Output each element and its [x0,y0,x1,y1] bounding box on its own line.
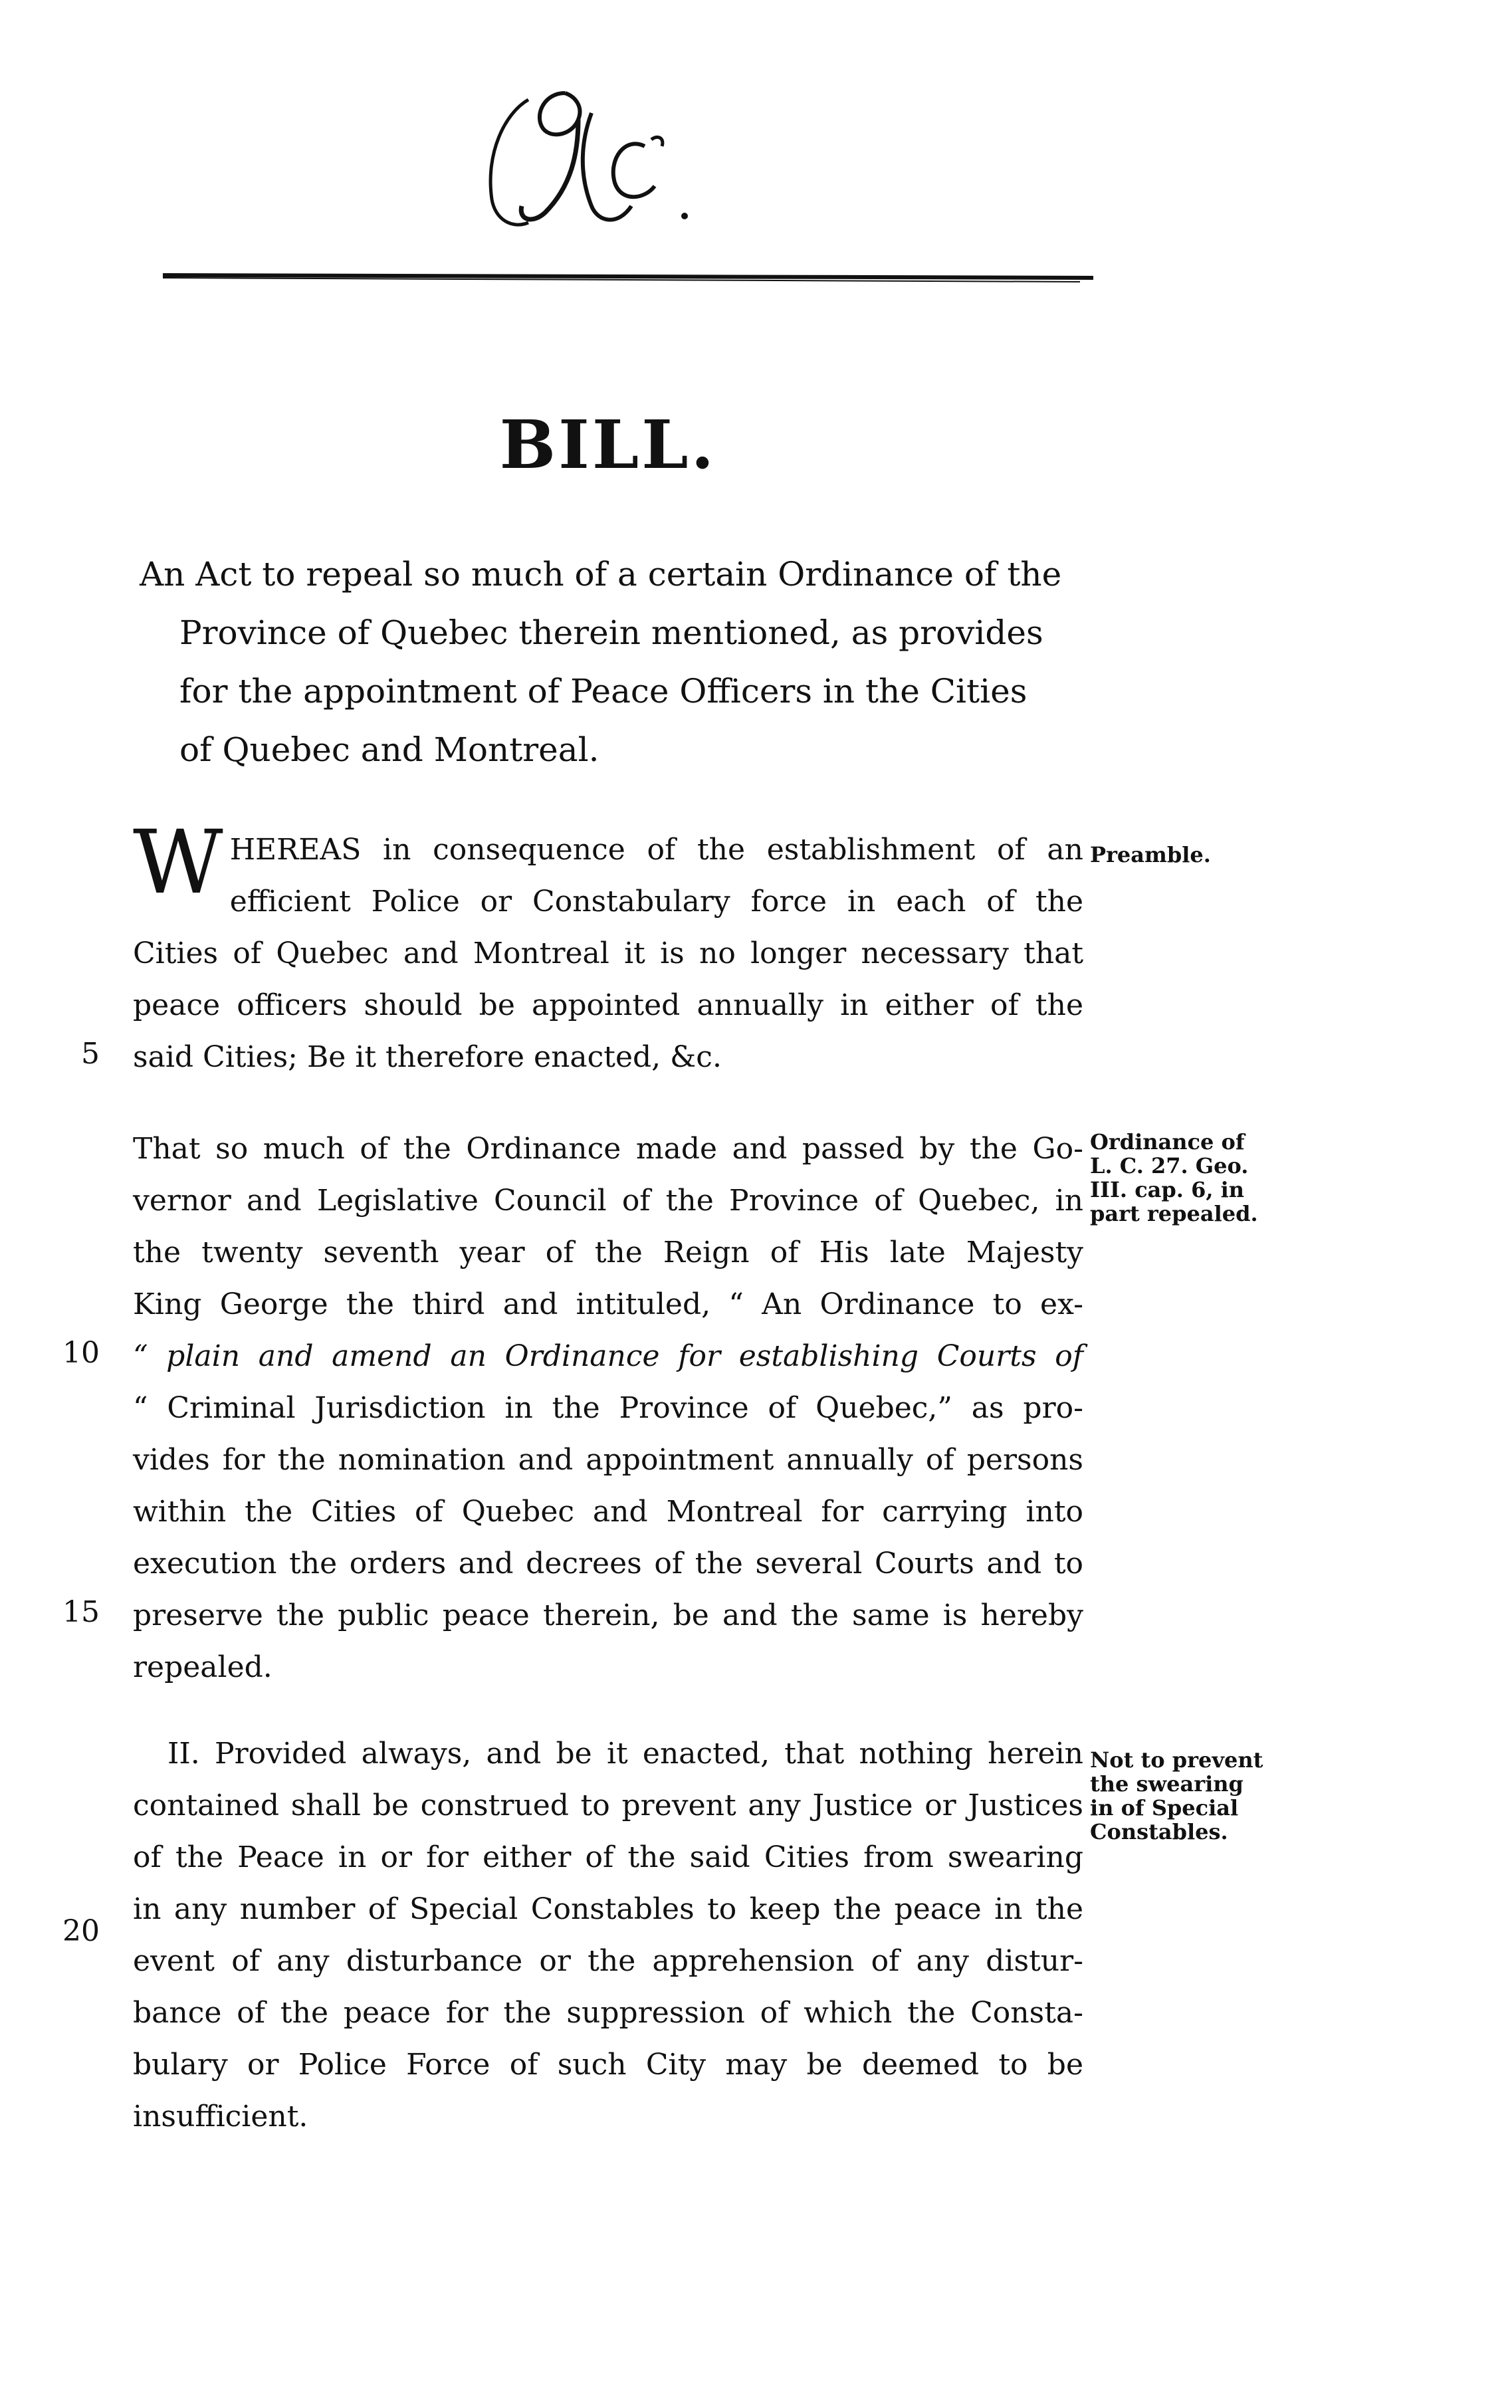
marginal-line: III. cap. 6, in [1090,1177,1245,1202]
preamble-line: said Cities; Be it therefore enacted, &c. [133,1040,722,1074]
long-title-line: of Quebec and Montreal. [179,730,599,769]
long-title-line: Province of Quebec therein mentioned, as provides [179,613,1043,652]
marginal-line: Preamble. [1090,842,1211,867]
section-1-line: “ Criminal Jurisdiction in the Province of Quebec,” as pro- [133,1391,1083,1425]
section-1-line: repealed. [133,1650,272,1684]
section-2-line: bulary or Police Force of such City may be deemed to be [133,2048,1083,2082]
preamble-section [133,812,1083,1083]
monogram-drawing [465,73,744,246]
marginal-line: Constables. [1090,1819,1228,1844]
section-1-line: vides for the nomination and appointment annually of persons [133,1443,1083,1477]
preamble-line: Cities of Quebec and Montreal it is no longer necessary that [133,936,1083,970]
marginal-note-section-2 [1090,1748,1289,1844]
line-number: 10 [62,1336,100,1370]
marginal-line: L. C. 27. Geo. [1090,1153,1249,1178]
marginal-line: the swearing [1090,1771,1243,1797]
long-title-line: An Act to repeal so much of a certain Ordinance of the [140,555,1062,594]
marginal-note-section-1 [1090,1130,1289,1226]
line-number: 5 [81,1037,100,1071]
section-2-line: in any number of Special Constables to keep the peace in the [133,1892,1083,1926]
section-2 [133,1728,1083,2143]
rule-drawing [163,266,1093,286]
section-1-line: King George the third and intituled, “ An Ordinance to ex- [133,1287,1083,1321]
section-2-line: contained shall be construed to prevent any Justice or Justices [133,1789,1083,1822]
long-title-line: for the appointment of Peace Officers in the Cities [179,672,1027,711]
preamble-line: peace officers should be appointed annually in either of the [133,988,1083,1022]
section-1-line: “ plain and amend an Ordinance for establishing Courts of [133,1339,1083,1373]
section-2-line: event of any disturbance or the apprehension of any distur- [133,1944,1083,1978]
section-1-line: vernor and Legislative Council of the Province of Quebec, in [133,1184,1083,1218]
section-2-line: bance of the peace for the suppression of which the Consta- [133,1996,1083,2030]
marginal-line: Ordinance of [1090,1129,1245,1154]
section-1-line: execution the orders and decrees of the several Courts and to [133,1547,1083,1581]
bill-title: BILL. [499,405,717,484]
line-number: 20 [62,1914,100,1948]
marginal-note-preamble [1090,843,1289,867]
line-number: 15 [62,1595,100,1629]
section-1-line: preserve the public peace therein, be and the same is hereby [133,1598,1083,1632]
section-2-line: insufficient. [133,2100,308,2134]
marginal-line: in of Special [1090,1795,1239,1820]
preamble-line: HEREAS in consequence of the establishment of an [229,833,1083,867]
section-1-line: That so much of the Ordinance made and passed by the Go- [133,1132,1083,1166]
long-title [140,545,1083,779]
section-2-line: of the Peace in or for either of the said Cities from swearing [133,1840,1083,1874]
handwritten-monogram [465,73,744,246]
horizontal-rule [163,266,1093,286]
section-1-line: within the Cities of Quebec and Montreal for carrying into [133,1495,1083,1529]
preamble-line: efficient Police or Constabulary force in each of the [229,885,1083,919]
drop-cap: W [133,812,223,914]
section-2-line: II. Provided always, and be it enacted, that nothing herein [167,1737,1083,1771]
marginal-line: Not to prevent [1090,1747,1263,1773]
marginal-line: part repealed. [1090,1201,1258,1226]
section-1-line: the twenty seventh year of the Reign of His late Majesty [133,1236,1083,1269]
section-1 [133,1123,1083,1694]
